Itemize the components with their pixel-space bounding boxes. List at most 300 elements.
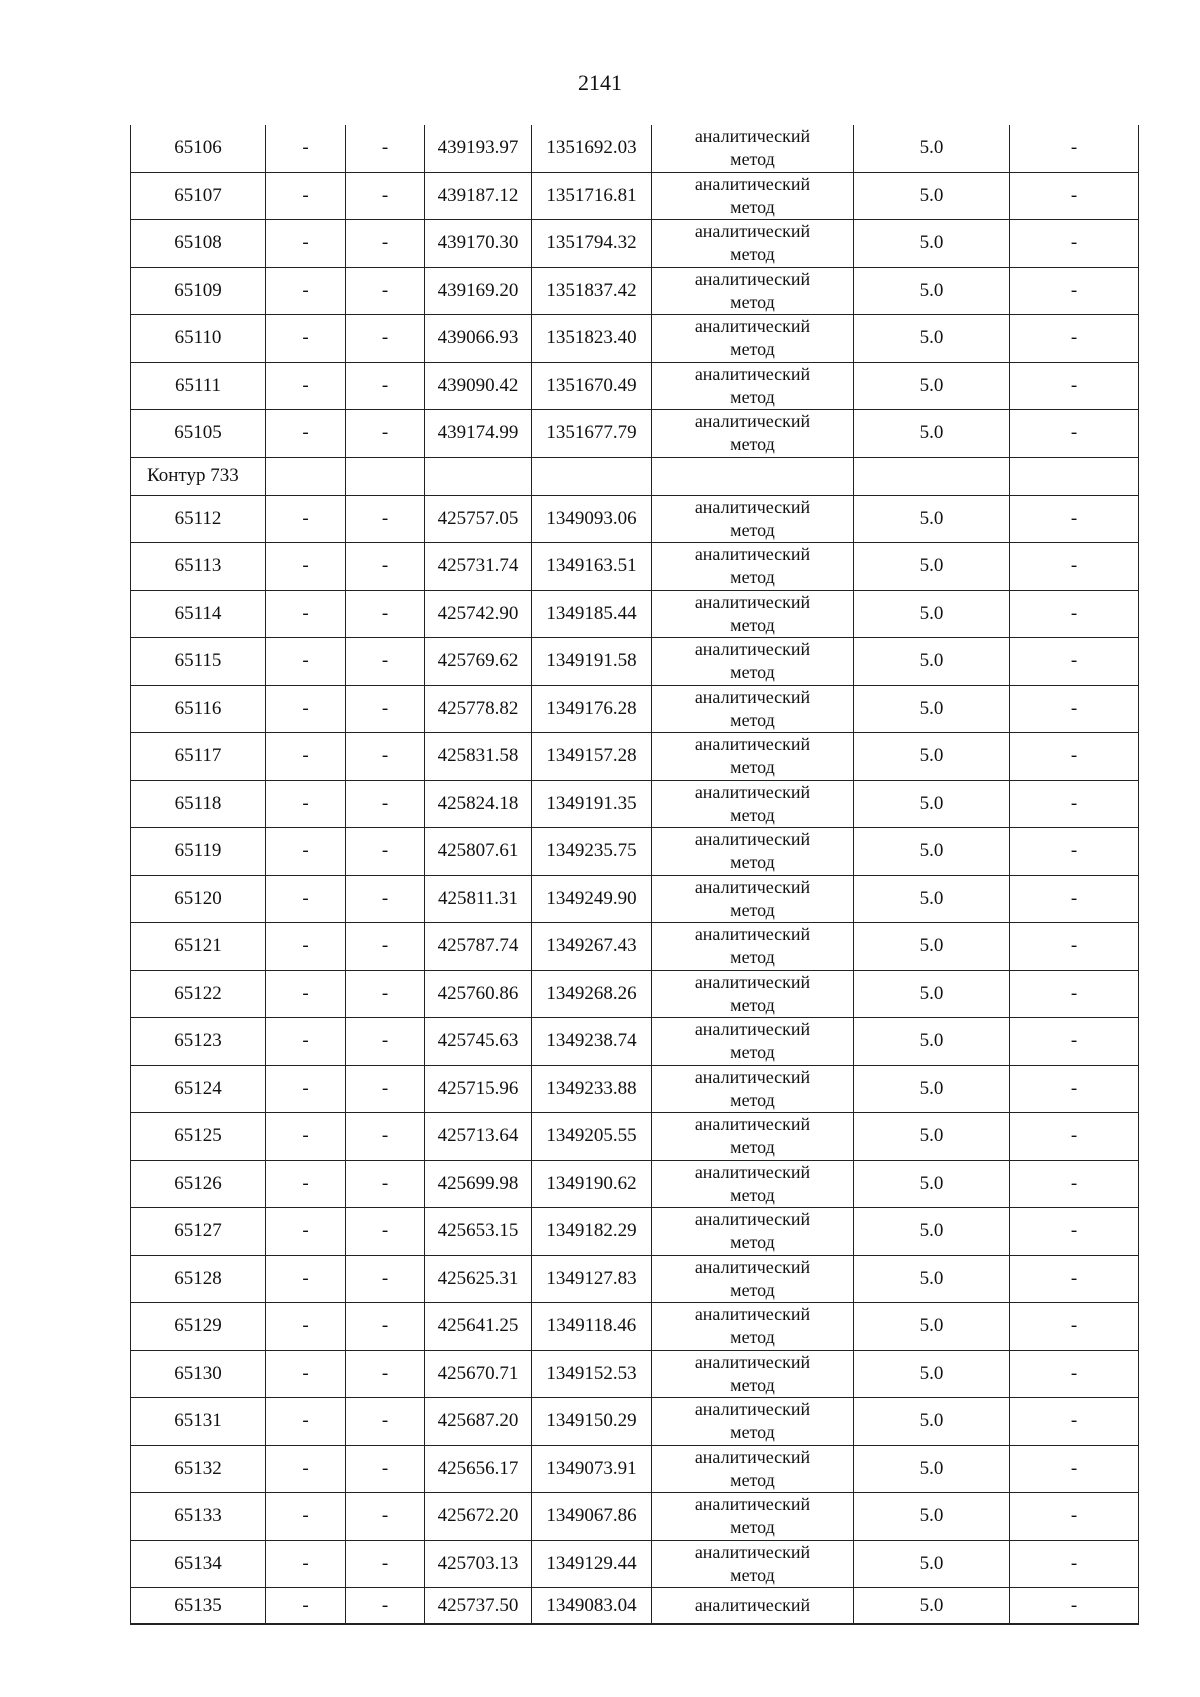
method-line-2: метод xyxy=(730,519,775,540)
point-id-cell: 65122 xyxy=(131,970,266,1018)
empty-value-cell: - xyxy=(1010,1018,1139,1066)
point-id-cell: 65135 xyxy=(131,1588,266,1625)
empty-value-cell: - xyxy=(1010,543,1139,591)
method-line-2: метод xyxy=(730,567,775,588)
method-line-2: метод xyxy=(730,852,775,873)
y-coordinate-cell: 1351837.42 xyxy=(532,267,652,315)
y-coordinate-cell: 1349238.74 xyxy=(532,1018,652,1066)
accuracy-cell: 5.0 xyxy=(854,1493,1010,1541)
accuracy-cell: 5.0 xyxy=(854,1303,1010,1351)
y-coordinate-cell: 1349067.86 xyxy=(532,1493,652,1541)
y-coordinate-cell: 1349267.43 xyxy=(532,923,652,971)
table-row xyxy=(131,733,1139,781)
method-line-1: аналитический xyxy=(694,1494,811,1515)
empty-value-cell: - xyxy=(266,780,346,828)
empty-value-cell: - xyxy=(266,970,346,1018)
accuracy-cell: 5.0 xyxy=(854,410,1010,458)
empty-value-cell: - xyxy=(346,638,425,686)
empty-value-cell: - xyxy=(1010,828,1139,876)
point-id-cell: 65118 xyxy=(131,780,266,828)
table-row xyxy=(131,923,1139,971)
method-cell xyxy=(652,1540,854,1588)
method-line-1: аналитический xyxy=(694,1019,811,1040)
empty-value-cell: - xyxy=(346,410,425,458)
x-coordinate-cell: 425670.71 xyxy=(425,1350,532,1398)
empty-value-cell: - xyxy=(346,1018,425,1066)
method-cell xyxy=(652,172,854,220)
method-line-1: аналитический xyxy=(694,173,811,194)
empty-value-cell: - xyxy=(266,638,346,686)
method-line-2: метод xyxy=(730,614,775,635)
method-line-2: метод xyxy=(730,1184,775,1205)
method-line-2: метод xyxy=(730,662,775,683)
empty-value-cell: - xyxy=(346,1398,425,1446)
method-line-2: метод xyxy=(730,709,775,730)
accuracy-cell: 5.0 xyxy=(854,970,1010,1018)
page-number: 2141 xyxy=(578,70,622,95)
point-id-cell: 65115 xyxy=(131,638,266,686)
accuracy-cell: 5.0 xyxy=(854,267,1010,315)
y-coordinate-cell: 1349093.06 xyxy=(532,495,652,543)
empty-value-cell: - xyxy=(346,267,425,315)
empty-value-cell: - xyxy=(1010,733,1139,781)
method-line-2: метод xyxy=(730,339,775,360)
table-row xyxy=(131,828,1139,876)
empty-value-cell: - xyxy=(266,590,346,638)
empty-value-cell: - xyxy=(266,828,346,876)
empty-value-cell: - xyxy=(1010,315,1139,363)
method-line-2: метод xyxy=(730,1422,775,1443)
table-row xyxy=(131,685,1139,733)
empty-value-cell: - xyxy=(346,1160,425,1208)
method-line-1: аналитический xyxy=(694,1304,811,1325)
accuracy-cell: 5.0 xyxy=(854,685,1010,733)
method-cell xyxy=(652,495,854,543)
empty-value-cell: - xyxy=(346,970,425,1018)
y-coordinate-cell: 1351677.79 xyxy=(532,410,652,458)
method-cell xyxy=(652,1588,854,1625)
method-line-1: аналитический xyxy=(694,316,811,337)
x-coordinate-cell: 425760.86 xyxy=(425,970,532,1018)
accuracy-cell: 5.0 xyxy=(854,315,1010,363)
empty-value-cell: - xyxy=(266,923,346,971)
method-cell xyxy=(652,875,854,923)
method-line-2: метод xyxy=(730,1374,775,1395)
y-coordinate-cell: 1349249.90 xyxy=(532,875,652,923)
y-coordinate-cell: 1349235.75 xyxy=(532,828,652,876)
x-coordinate-cell: 425787.74 xyxy=(425,923,532,971)
method-line-2: метод xyxy=(730,1137,775,1158)
accuracy-cell: 5.0 xyxy=(854,875,1010,923)
method-cell xyxy=(652,315,854,363)
empty-cell xyxy=(346,457,425,495)
accuracy-cell: 5.0 xyxy=(854,733,1010,781)
empty-value-cell: - xyxy=(266,1208,346,1256)
x-coordinate-cell: 425831.58 xyxy=(425,733,532,781)
empty-value-cell: - xyxy=(346,1540,425,1588)
accuracy-cell: 5.0 xyxy=(854,125,1010,172)
y-coordinate-cell: 1349185.44 xyxy=(532,590,652,638)
y-coordinate-cell: 1349083.04 xyxy=(532,1588,652,1625)
method-line-1: аналитический xyxy=(694,1351,811,1372)
empty-value-cell: - xyxy=(1010,923,1139,971)
method-line-2: метод xyxy=(730,804,775,825)
method-line-2: метод xyxy=(730,244,775,265)
accuracy-cell: 5.0 xyxy=(854,1160,1010,1208)
method-line-1: аналитический xyxy=(694,496,811,517)
method-line-2: метод xyxy=(730,947,775,968)
x-coordinate-cell: 425687.20 xyxy=(425,1398,532,1446)
method-cell xyxy=(652,1160,854,1208)
method-cell xyxy=(652,1445,854,1493)
empty-value-cell: - xyxy=(346,172,425,220)
x-coordinate-cell: 425653.15 xyxy=(425,1208,532,1256)
accuracy-cell: 5.0 xyxy=(854,1588,1010,1625)
empty-value-cell: - xyxy=(1010,1255,1139,1303)
x-coordinate-cell: 425641.25 xyxy=(425,1303,532,1351)
empty-value-cell: - xyxy=(346,1113,425,1161)
empty-value-cell: - xyxy=(1010,1588,1139,1625)
accuracy-cell: 5.0 xyxy=(854,220,1010,268)
x-coordinate-cell: 425737.50 xyxy=(425,1588,532,1625)
method-line-1: аналитический xyxy=(694,1209,811,1230)
point-id-cell: 65107 xyxy=(131,172,266,220)
method-line-2: метод xyxy=(730,899,775,920)
x-coordinate-cell: 439193.97 xyxy=(425,125,532,172)
point-id-cell: 65112 xyxy=(131,495,266,543)
accuracy-cell: 5.0 xyxy=(854,362,1010,410)
table-row xyxy=(131,638,1139,686)
table-row xyxy=(131,125,1139,172)
point-id-cell: 65120 xyxy=(131,875,266,923)
empty-value-cell: - xyxy=(346,1445,425,1493)
table-row xyxy=(131,1445,1139,1493)
accuracy-cell: 5.0 xyxy=(854,172,1010,220)
empty-value-cell: - xyxy=(346,780,425,828)
point-id-cell: 65119 xyxy=(131,828,266,876)
empty-cell xyxy=(266,457,346,495)
empty-value-cell: - xyxy=(1010,362,1139,410)
empty-value-cell: - xyxy=(266,1255,346,1303)
method-line-2: метод xyxy=(730,196,775,217)
table-row xyxy=(131,172,1139,220)
empty-value-cell: - xyxy=(266,220,346,268)
method-line-1: аналитический xyxy=(694,1399,811,1420)
empty-value-cell: - xyxy=(1010,1113,1139,1161)
empty-value-cell: - xyxy=(346,923,425,971)
empty-value-cell: - xyxy=(266,1065,346,1113)
point-id-cell: 65108 xyxy=(131,220,266,268)
x-coordinate-cell: 439187.12 xyxy=(425,172,532,220)
y-coordinate-cell: 1349157.28 xyxy=(532,733,652,781)
method-cell xyxy=(652,638,854,686)
empty-value-cell: - xyxy=(346,1303,425,1351)
empty-value-cell: - xyxy=(346,1588,425,1625)
y-coordinate-cell: 1349127.83 xyxy=(532,1255,652,1303)
x-coordinate-cell: 439174.99 xyxy=(425,410,532,458)
table-row xyxy=(131,543,1139,591)
x-coordinate-cell: 425757.05 xyxy=(425,495,532,543)
y-coordinate-cell: 1349152.53 xyxy=(532,1350,652,1398)
table-row xyxy=(131,1588,1139,1625)
method-line-1: аналитический xyxy=(694,686,811,707)
accuracy-cell: 5.0 xyxy=(854,638,1010,686)
point-id-cell: 65125 xyxy=(131,1113,266,1161)
empty-value-cell: - xyxy=(346,685,425,733)
accuracy-cell: 5.0 xyxy=(854,1445,1010,1493)
table-row xyxy=(131,1493,1139,1541)
method-cell xyxy=(652,125,854,172)
method-cell xyxy=(652,780,854,828)
empty-value-cell: - xyxy=(1010,1160,1139,1208)
point-id-cell: 65111 xyxy=(131,362,266,410)
method-line-2: метод xyxy=(730,1327,775,1348)
empty-value-cell: - xyxy=(346,1065,425,1113)
empty-value-cell: - xyxy=(1010,590,1139,638)
accuracy-cell: 5.0 xyxy=(854,923,1010,971)
empty-value-cell: - xyxy=(346,125,425,172)
y-coordinate-cell: 1349182.29 xyxy=(532,1208,652,1256)
empty-value-cell: - xyxy=(1010,1398,1139,1446)
table-row xyxy=(131,590,1139,638)
method-line-2: метод xyxy=(730,994,775,1015)
empty-value-cell: - xyxy=(346,1493,425,1541)
empty-value-cell: - xyxy=(1010,970,1139,1018)
empty-value-cell: - xyxy=(266,543,346,591)
empty-value-cell: - xyxy=(1010,780,1139,828)
table-row xyxy=(131,875,1139,923)
empty-value-cell: - xyxy=(266,1113,346,1161)
table-body xyxy=(131,125,1139,1624)
empty-value-cell: - xyxy=(1010,125,1139,172)
method-line-1: аналитический xyxy=(694,363,811,384)
table-row xyxy=(131,970,1139,1018)
method-line-2: метод xyxy=(730,149,775,170)
method-cell xyxy=(652,1303,854,1351)
empty-cell xyxy=(652,457,854,495)
table-row xyxy=(131,1303,1139,1351)
x-coordinate-cell: 425656.17 xyxy=(425,1445,532,1493)
empty-value-cell: - xyxy=(346,875,425,923)
empty-value-cell: - xyxy=(266,685,346,733)
point-id-cell: 65133 xyxy=(131,1493,266,1541)
table-row xyxy=(131,1540,1139,1588)
y-coordinate-cell: 1349233.88 xyxy=(532,1065,652,1113)
point-id-cell: 65110 xyxy=(131,315,266,363)
table-row xyxy=(131,780,1139,828)
empty-value-cell: - xyxy=(346,543,425,591)
method-cell xyxy=(652,1255,854,1303)
empty-value-cell: - xyxy=(346,590,425,638)
table-row xyxy=(131,1350,1139,1398)
table-row xyxy=(131,1065,1139,1113)
x-coordinate-cell: 439169.20 xyxy=(425,267,532,315)
method-line-2: метод xyxy=(730,1232,775,1253)
accuracy-cell: 5.0 xyxy=(854,1540,1010,1588)
point-id-cell: 65128 xyxy=(131,1255,266,1303)
method-line-1: аналитический xyxy=(694,268,811,289)
point-id-cell: 65117 xyxy=(131,733,266,781)
method-cell xyxy=(652,1350,854,1398)
empty-value-cell: - xyxy=(266,1493,346,1541)
empty-value-cell: - xyxy=(1010,1065,1139,1113)
x-coordinate-cell: 425824.18 xyxy=(425,780,532,828)
method-cell xyxy=(652,220,854,268)
empty-cell xyxy=(532,457,652,495)
table-row xyxy=(131,315,1139,363)
x-coordinate-cell: 425703.13 xyxy=(425,1540,532,1588)
accuracy-cell: 5.0 xyxy=(854,780,1010,828)
table-row xyxy=(131,1018,1139,1066)
method-cell xyxy=(652,267,854,315)
empty-value-cell: - xyxy=(1010,495,1139,543)
method-line-1: аналитический xyxy=(694,1256,811,1277)
method-line-1: аналитический xyxy=(694,1114,811,1135)
method-line-2: метод xyxy=(730,1469,775,1490)
y-coordinate-cell: 1349129.44 xyxy=(532,1540,652,1588)
empty-value-cell: - xyxy=(266,315,346,363)
x-coordinate-cell: 425699.98 xyxy=(425,1160,532,1208)
point-id-cell: 65127 xyxy=(131,1208,266,1256)
method-line-1: аналитический xyxy=(694,924,811,945)
method-line-1: аналитический xyxy=(694,971,811,992)
point-id-cell: 65116 xyxy=(131,685,266,733)
point-id-cell: 65132 xyxy=(131,1445,266,1493)
method-line-2: метод xyxy=(730,1564,775,1585)
empty-value-cell: - xyxy=(1010,220,1139,268)
table-row xyxy=(131,410,1139,458)
empty-value-cell: - xyxy=(1010,1303,1139,1351)
accuracy-cell: 5.0 xyxy=(854,543,1010,591)
empty-value-cell: - xyxy=(266,495,346,543)
x-coordinate-cell: 425769.62 xyxy=(425,638,532,686)
x-coordinate-cell: 425745.63 xyxy=(425,1018,532,1066)
method-cell xyxy=(652,543,854,591)
empty-value-cell: - xyxy=(346,733,425,781)
x-coordinate-cell: 425742.90 xyxy=(425,590,532,638)
method-line-1: аналитический xyxy=(694,591,811,612)
y-coordinate-cell: 1349150.29 xyxy=(532,1398,652,1446)
x-coordinate-cell: 425778.82 xyxy=(425,685,532,733)
y-coordinate-cell: 1349176.28 xyxy=(532,685,652,733)
table-row xyxy=(131,220,1139,268)
y-coordinate-cell: 1349073.91 xyxy=(532,1445,652,1493)
method-line-2: метод xyxy=(730,1517,775,1538)
method-cell xyxy=(652,1208,854,1256)
method-line-2: метод xyxy=(730,757,775,778)
y-coordinate-cell: 1349205.55 xyxy=(532,1113,652,1161)
y-coordinate-cell: 1351692.03 xyxy=(532,125,652,172)
point-id-cell: 65109 xyxy=(131,267,266,315)
point-id-cell: 65105 xyxy=(131,410,266,458)
x-coordinate-cell: 425672.20 xyxy=(425,1493,532,1541)
x-coordinate-cell: 425811.31 xyxy=(425,875,532,923)
table-row xyxy=(131,495,1139,543)
y-coordinate-cell: 1349118.46 xyxy=(532,1303,652,1351)
point-id-cell: 65131 xyxy=(131,1398,266,1446)
method-line-2: метод xyxy=(730,1279,775,1300)
empty-value-cell: - xyxy=(346,495,425,543)
y-coordinate-cell: 1349268.26 xyxy=(532,970,652,1018)
accuracy-cell: 5.0 xyxy=(854,828,1010,876)
method-line-1: аналитический xyxy=(694,1541,811,1562)
method-line-1: аналитический xyxy=(694,1595,811,1615)
empty-value-cell: - xyxy=(346,220,425,268)
method-line-2: метод xyxy=(730,1042,775,1063)
x-coordinate-cell: 425715.96 xyxy=(425,1065,532,1113)
method-line-1: аналитический xyxy=(694,221,811,242)
x-coordinate-cell: 425625.31 xyxy=(425,1255,532,1303)
empty-value-cell: - xyxy=(346,1208,425,1256)
empty-value-cell: - xyxy=(266,1445,346,1493)
method-line-2: метод xyxy=(730,1089,775,1110)
method-cell xyxy=(652,410,854,458)
method-line-1: аналитический xyxy=(694,126,811,147)
method-cell xyxy=(652,970,854,1018)
accuracy-cell: 5.0 xyxy=(854,1255,1010,1303)
table-row xyxy=(131,1255,1139,1303)
x-coordinate-cell: 439066.93 xyxy=(425,315,532,363)
empty-value-cell: - xyxy=(1010,1445,1139,1493)
empty-value-cell: - xyxy=(346,362,425,410)
point-id-cell: 65129 xyxy=(131,1303,266,1351)
y-coordinate-cell: 1351794.32 xyxy=(532,220,652,268)
point-id-cell: 65121 xyxy=(131,923,266,971)
table-row xyxy=(131,1113,1139,1161)
empty-value-cell: - xyxy=(1010,638,1139,686)
empty-value-cell: - xyxy=(266,733,346,781)
x-coordinate-cell: 439170.30 xyxy=(425,220,532,268)
empty-value-cell: - xyxy=(346,1350,425,1398)
point-id-cell: 65134 xyxy=(131,1540,266,1588)
method-line-1: аналитический xyxy=(694,639,811,660)
empty-value-cell: - xyxy=(266,1540,346,1588)
empty-value-cell: - xyxy=(1010,172,1139,220)
accuracy-cell: 5.0 xyxy=(854,590,1010,638)
table-row xyxy=(131,1398,1139,1446)
empty-value-cell: - xyxy=(266,125,346,172)
empty-cell xyxy=(425,457,532,495)
accuracy-cell: 5.0 xyxy=(854,1018,1010,1066)
y-coordinate-cell: 1351823.40 xyxy=(532,315,652,363)
method-line-2: метод xyxy=(730,386,775,407)
empty-cell xyxy=(1010,457,1139,495)
method-line-1: аналитический xyxy=(694,1161,811,1182)
point-id-cell: 65126 xyxy=(131,1160,266,1208)
method-line-2: метод xyxy=(730,291,775,312)
accuracy-cell: 5.0 xyxy=(854,1113,1010,1161)
method-cell xyxy=(652,1493,854,1541)
method-cell xyxy=(652,1398,854,1446)
empty-value-cell: - xyxy=(266,1350,346,1398)
y-coordinate-cell: 1351670.49 xyxy=(532,362,652,410)
method-cell xyxy=(652,590,854,638)
accuracy-cell: 5.0 xyxy=(854,1350,1010,1398)
method-cell xyxy=(652,362,854,410)
point-id-cell: 65123 xyxy=(131,1018,266,1066)
empty-value-cell: - xyxy=(1010,1540,1139,1588)
empty-value-cell: - xyxy=(1010,1208,1139,1256)
method-cell xyxy=(652,1065,854,1113)
method-cell xyxy=(652,828,854,876)
point-id-cell: 65114 xyxy=(131,590,266,638)
method-line-1: аналитический xyxy=(694,411,811,432)
method-cell xyxy=(652,1113,854,1161)
accuracy-cell: 5.0 xyxy=(854,495,1010,543)
accuracy-cell: 5.0 xyxy=(854,1208,1010,1256)
method-line-1: аналитический xyxy=(694,544,811,565)
y-coordinate-cell: 1349190.62 xyxy=(532,1160,652,1208)
